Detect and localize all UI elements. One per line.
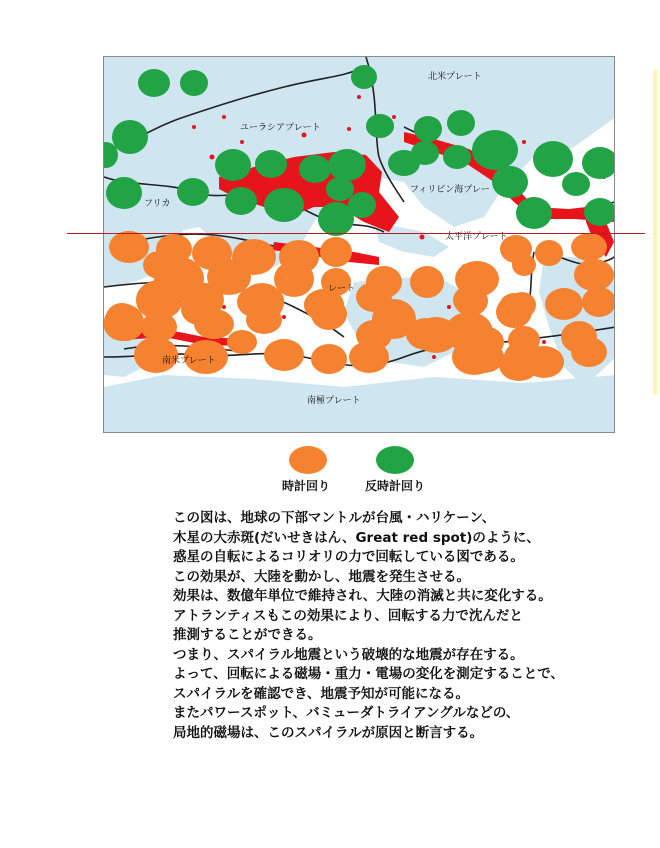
spiral-counterclockwise bbox=[411, 141, 439, 165]
spiral-counterclockwise bbox=[533, 141, 573, 177]
description-line: この効果が、大陸を動かし、地震を発生させる。 bbox=[173, 568, 470, 585]
plate-label-eurasia: ユーラシアプレート bbox=[240, 123, 321, 133]
spiral-clockwise bbox=[464, 341, 504, 373]
spiral-clockwise bbox=[453, 286, 485, 314]
quake-dot bbox=[192, 125, 196, 129]
quake-dot bbox=[210, 155, 215, 160]
spiral-clockwise bbox=[571, 337, 607, 367]
quake-dot bbox=[347, 127, 351, 131]
description-line: 惑星の自転によるコリオリの力で回転している図である。 bbox=[173, 549, 524, 565]
side-strip bbox=[653, 70, 657, 395]
spiral-clockwise bbox=[104, 309, 144, 341]
plate-label-antarctic: 南極プレート bbox=[307, 396, 361, 406]
spiral-clockwise bbox=[109, 231, 149, 263]
description-line: 推測することができる。 bbox=[173, 627, 322, 643]
spiral-counterclockwise bbox=[443, 145, 471, 169]
spiral-counterclockwise bbox=[366, 114, 394, 138]
spiral-counterclockwise bbox=[255, 150, 287, 178]
description-line: 効果は、数億年単位で維持され、大陸の消滅と共に変化する。 bbox=[173, 588, 552, 604]
description-line: この図は、地球の下部マントルが台風・ハリケーン、 bbox=[173, 510, 496, 526]
quake-dot bbox=[420, 235, 425, 240]
description-text bbox=[173, 509, 623, 743]
plate-label-pacific: 太平洋プレート bbox=[445, 232, 508, 242]
quake-dot bbox=[392, 115, 396, 119]
legend-counterclockwise-label: 反時計回り bbox=[365, 479, 426, 493]
spiral-clockwise bbox=[504, 341, 544, 373]
spiral-counterclockwise bbox=[582, 147, 615, 179]
spiral-counterclockwise bbox=[177, 178, 209, 206]
spiral-counterclockwise bbox=[180, 70, 208, 96]
spiral-counterclockwise bbox=[516, 197, 552, 229]
spiral-counterclockwise bbox=[562, 172, 590, 196]
spiral-clockwise bbox=[264, 339, 304, 371]
spiral-clockwise bbox=[574, 259, 614, 291]
spiral-clockwise bbox=[227, 330, 257, 354]
legend-clockwise-label: 時計回り bbox=[282, 479, 331, 493]
spiral-clockwise bbox=[194, 309, 234, 339]
equator-line bbox=[67, 233, 645, 234]
quake-dot bbox=[240, 140, 244, 144]
spiral-counterclockwise bbox=[351, 65, 377, 89]
spiral-counterclockwise bbox=[138, 69, 170, 97]
quake-dot bbox=[222, 115, 226, 119]
legend-clockwise-swatch bbox=[289, 446, 327, 474]
legend-counterclockwise-swatch bbox=[376, 446, 414, 474]
spiral-counterclockwise bbox=[348, 192, 376, 218]
spiral-counterclockwise bbox=[112, 120, 148, 154]
quake-dot bbox=[542, 340, 546, 344]
spiral-counterclockwise bbox=[106, 177, 142, 209]
spiral-counterclockwise bbox=[215, 149, 251, 181]
spiral-counterclockwise bbox=[472, 130, 518, 170]
spiral-clockwise bbox=[508, 292, 536, 318]
spiral-clockwise bbox=[320, 237, 352, 267]
world-plate-map bbox=[103, 56, 615, 433]
map-canvas bbox=[104, 57, 615, 433]
spiral-clockwise bbox=[356, 320, 392, 350]
description-line: またパワースポット、バミューダトライアングルなどの、 bbox=[173, 705, 520, 721]
spiral-counterclockwise bbox=[299, 155, 331, 183]
description-line: つまり、スパイラル地震という破壊的な地震が存在する。 bbox=[173, 646, 524, 663]
description-line: よって、回転による磁場・重力・電場の変化を測定することで、 bbox=[173, 666, 564, 682]
quake-dot bbox=[302, 133, 307, 138]
spiral-clockwise bbox=[410, 266, 444, 298]
quake-dot bbox=[432, 355, 436, 359]
spiral-counterclockwise bbox=[326, 177, 354, 201]
plate-label-indo-australia: レート bbox=[328, 284, 356, 294]
spiral-clockwise bbox=[311, 344, 347, 374]
spiral-clockwise bbox=[582, 287, 615, 317]
spiral-clockwise bbox=[356, 282, 392, 312]
spiral-counterclockwise bbox=[584, 198, 615, 226]
spiral-clockwise bbox=[414, 317, 458, 353]
spiral-counterclockwise bbox=[264, 188, 304, 222]
spiral-counterclockwise bbox=[492, 166, 528, 198]
spiral-clockwise bbox=[535, 240, 563, 266]
quake-dot bbox=[357, 95, 361, 99]
spiral-counterclockwise bbox=[328, 149, 366, 181]
description-line: アトランティスもこの効果により、回転する力で沈んだと bbox=[173, 607, 523, 624]
quake-dot bbox=[522, 140, 526, 144]
plate-label-north-america: 北米プレート bbox=[428, 72, 482, 82]
spiral-clockwise bbox=[242, 288, 282, 320]
spiral-clockwise bbox=[137, 283, 181, 319]
description-line: 局地的磁場は、このスパイラルが原因と断言する。 bbox=[173, 724, 484, 741]
spiral-counterclockwise bbox=[225, 187, 257, 215]
spiral-counterclockwise bbox=[447, 110, 475, 136]
spiral-clockwise bbox=[571, 233, 607, 261]
plate-label-africa: フリカ bbox=[144, 199, 171, 209]
plate-label-philippine: フィリピン海プレー bbox=[410, 185, 490, 195]
description-line: 木星の大赤斑(だいせきはん、Great red spot)のように、 bbox=[173, 529, 540, 546]
quake-dot bbox=[447, 305, 451, 309]
spiral-clockwise bbox=[545, 288, 583, 320]
spiral-clockwise bbox=[512, 254, 536, 276]
plate-label-south-america: 南米プレート bbox=[162, 356, 216, 366]
description-line: スパイラルを確認でき、地震予知が可能になる。 bbox=[173, 685, 470, 702]
quake-dot bbox=[282, 315, 286, 319]
spiral-counterclockwise bbox=[414, 116, 442, 142]
